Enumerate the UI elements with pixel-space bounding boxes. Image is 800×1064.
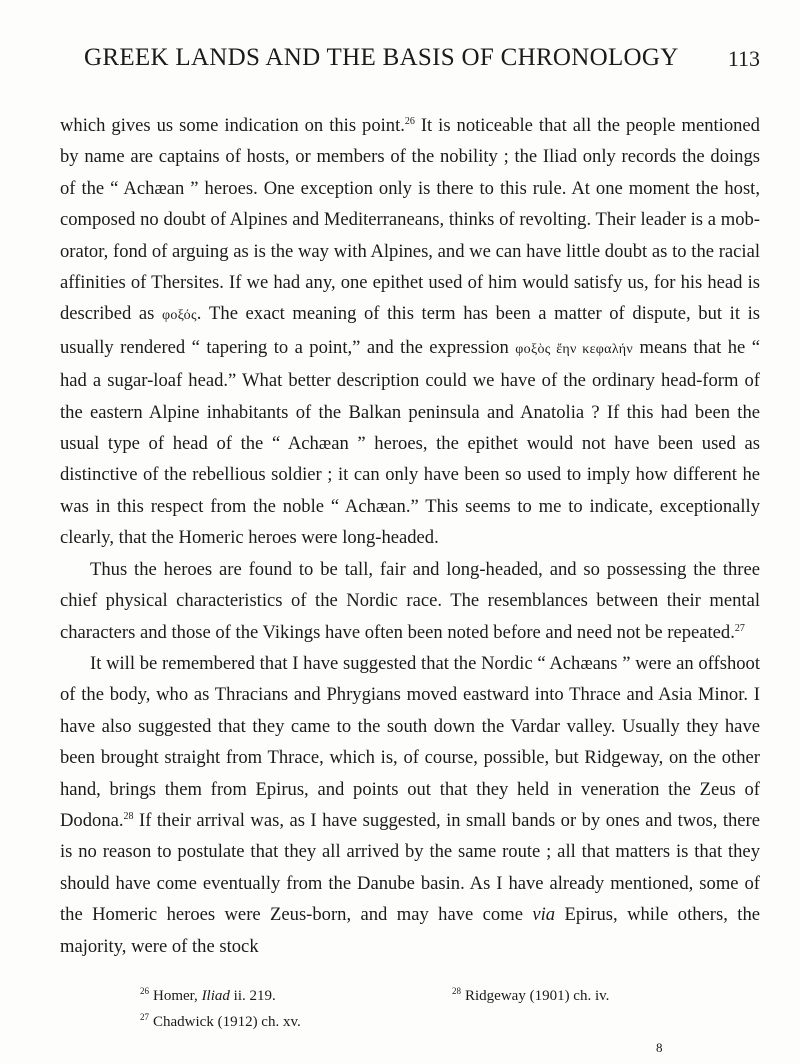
- body-text: [60, 110, 760, 962]
- footnote-title: Iliad: [201, 988, 230, 1004]
- footnote-text: ii. 219.: [229, 988, 276, 1004]
- page-number: 113: [727, 46, 760, 71]
- footnote-text: Ridgeway (1901) ch. iv.: [465, 988, 610, 1004]
- footnote-ref-26: 26: [404, 116, 415, 127]
- greek-phrase: φοξὸς ἔην κεφαλήν: [515, 341, 634, 357]
- footnote-28: [452, 983, 609, 1009]
- page-header: [60, 44, 760, 80]
- printer-signature: 8: [656, 1040, 663, 1055]
- footnote-ref-28: 28: [123, 810, 134, 822]
- text-run: means that he “ had a sugar-loaf head.” What better description could we have of the ordinary head-form of the eastern Alpine inhabitants of the Balkan peninsula and Anatolia ? If this had been the usual type of head of the “ Achæan ” heroes, the epithet would not have been used as distinctive of the rebellious soldier ; it can only have been so used to imply how different he was in this respect from the noble “ Achæan.” This seems to me to indicate, exceptionally clearly, that the Homeric heroes were long-headed.: [60, 336, 761, 549]
- footnote-ref-27: 27: [734, 622, 745, 634]
- footnote-27: [140, 1009, 301, 1035]
- paragraph-2: [60, 554, 760, 648]
- footnote-number: 28: [452, 986, 461, 996]
- footnote-number: 27: [140, 1012, 149, 1022]
- italic-via: via: [532, 904, 556, 926]
- footnote-text: Chadwick (1912) ch. xv.: [153, 1014, 301, 1030]
- text-run: Thus the heroes are found to be tall, fair and long-headed, and so possessing the three chief physical characteristics of the Nordic race. The resemblances between their mental characters and those of the Vikings have often been noted before and need not be repeated.: [60, 558, 760, 643]
- greek-term: φοξός: [161, 308, 197, 324]
- text-run: If their arrival was, as I have suggested, in small bands or by ones and twos, there is no reason to postulate that they all arrived by the same route ; all that matters is that they should have come eventually from the Danube basin. As I have already mentioned, some of the Homeric heroes were Zeus-born, and may have come: [60, 809, 760, 926]
- text-run: Epirus, while others, the majority, were of the stock: [60, 904, 761, 957]
- text-run: It will be remembered that I have suggested that the Nordic “ Achæans ” were an offshoot of the body, who as Thracians and Phrygians moved eastward into Thrace and Asia Minor. I have also suggested that they came to the south down the Vardar valley. Usually they have been brought straight from Thrace, which is, of course, possible, but Ridgeway, on the other hand, brings them from Epirus, and points out that they held in veneration the Zeus of Dodona.: [60, 652, 760, 831]
- running-head: GREEK LANDS AND THE BASIS OF CHRONOLOGY: [84, 44, 679, 71]
- paragraph-1: [60, 110, 760, 554]
- footnote-text: Homer,: [153, 988, 202, 1004]
- paragraph-3: [60, 648, 760, 962]
- footnote-26: [140, 983, 276, 1009]
- text-run: . The exact meaning of this term has been a matter of dispute, but it is usually rendered “ tapering to a point,” and the expression: [60, 303, 760, 358]
- text-run: which gives us some indication on this point.: [60, 115, 405, 136]
- footnote-number: 26: [140, 986, 149, 996]
- text-run: It is noticeable that all the people mentioned by name are captains of hosts, or members of the nobility ; the Iliad only records the doings of the “ Achæan ” heroes. One exception only is there to this rule. At one moment the host, composed no doubt of Alpines and Mediterraneans, thinks of revolting. Their leader is a mob-orator, fond of arguing as is the way with Alpines, and we can have little doubt as to the racial affinities of Thersites. If we had any, one epithet used of him would satisfy us, for his head is described as: [60, 115, 760, 325]
